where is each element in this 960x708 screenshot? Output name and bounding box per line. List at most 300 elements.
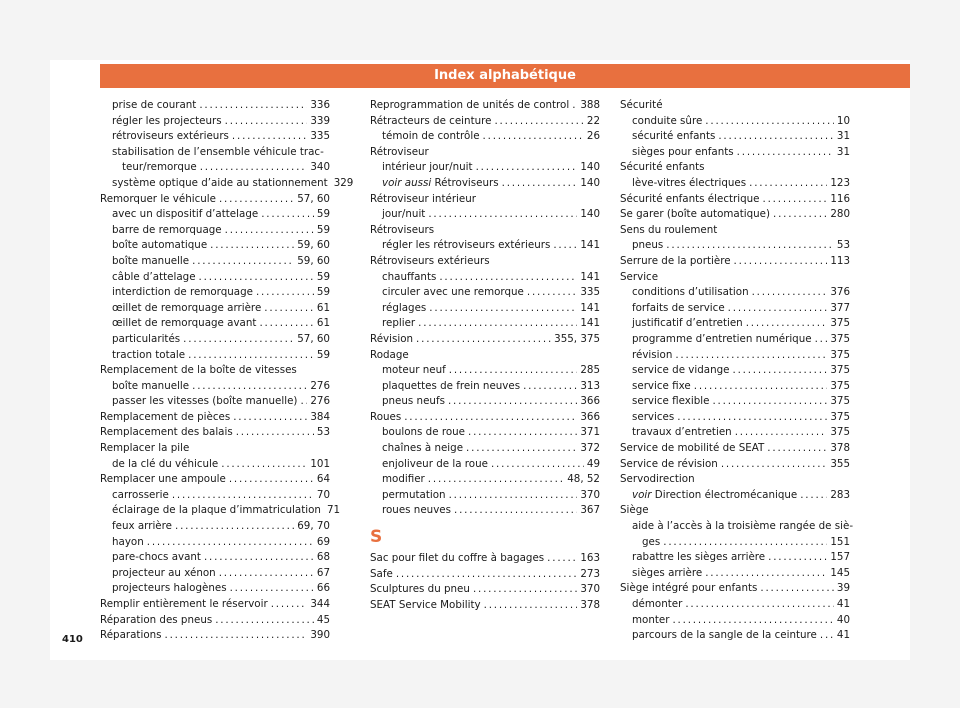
leader-dots [527, 285, 577, 301]
page-reference: 140 [580, 208, 600, 221]
index-entry [100, 566, 330, 582]
leader-dots [712, 394, 827, 410]
entry-label: boîte manuelle [112, 254, 190, 267]
index-entry [100, 98, 330, 114]
leader-dots [491, 457, 584, 473]
entry-label: Révision [370, 332, 414, 345]
index-heading [620, 160, 850, 176]
page-reference: 375 [830, 348, 850, 361]
entry-label: projecteur au xénon [112, 566, 216, 579]
entry-label: pneus neufs [382, 395, 445, 408]
leader-dots [416, 332, 551, 348]
index-entry [370, 301, 600, 317]
entry-label: permutation [382, 488, 446, 501]
entry-label: Remorquer le véhicule [100, 192, 216, 205]
entry-label: intérieur jour/nuit [382, 161, 473, 174]
leader-dots [233, 410, 307, 426]
entry-label: SEAT Service Mobility [370, 598, 481, 611]
index-entry [370, 472, 600, 488]
index-heading [620, 270, 850, 286]
page-reference: 141 [580, 270, 600, 283]
index-entry [620, 301, 850, 317]
leader-dots [147, 535, 314, 551]
page-reference: 59 [316, 270, 330, 283]
leader-dots [820, 628, 834, 644]
leader-dots [300, 394, 307, 410]
index-heading [370, 254, 600, 270]
see-reference: voir [632, 488, 652, 501]
index-entry [620, 581, 850, 597]
entry-label: Roues [370, 410, 402, 423]
entry-label: Sécurité enfants [620, 161, 705, 174]
entry-label: justificatif d’entretien [632, 317, 743, 330]
entry-label: sièges arrière [632, 566, 703, 579]
entry-label: rétroviseurs extérieurs [112, 130, 229, 143]
index-entry [620, 176, 850, 192]
index-heading [620, 472, 850, 488]
index-heading [620, 98, 850, 114]
page-reference: 355 [830, 457, 850, 470]
index-heading [370, 223, 600, 239]
page-reference: 375 [830, 426, 850, 439]
see-reference: voir aussi [382, 176, 432, 189]
entry-label: Servodirection [620, 473, 695, 486]
index-entry [100, 301, 330, 317]
entry-label: Rétroviseurs [370, 223, 435, 236]
leader-dots [721, 457, 828, 473]
entry-label: service flexible [632, 395, 710, 408]
page-reference: 68 [316, 551, 330, 564]
index-heading [620, 223, 850, 239]
leader-dots [685, 597, 834, 613]
index-entry [370, 441, 600, 457]
entry-label: boîte manuelle [112, 379, 190, 392]
index-entry [100, 535, 330, 551]
entry-label: Service de mobilité de SEAT [620, 442, 765, 455]
page-reference: 390 [310, 629, 330, 642]
leader-dots [666, 238, 834, 254]
page-reference: 377 [830, 301, 850, 314]
page-reference: 140 [580, 176, 600, 189]
page-reference: 101 [310, 457, 330, 470]
leader-dots [256, 285, 314, 301]
index-entry [100, 581, 330, 597]
index-entry [620, 332, 850, 348]
index-entry [620, 566, 850, 582]
leader-dots [484, 598, 578, 614]
index-entry [370, 551, 600, 567]
index-entry [620, 457, 850, 473]
index-heading [370, 192, 600, 208]
index-entry [100, 457, 330, 473]
page-reference: 375 [830, 379, 850, 392]
leader-dots [221, 457, 307, 473]
leader-dots [396, 567, 578, 583]
leader-dots [210, 238, 294, 254]
entry-label: moteur neuf [382, 364, 446, 377]
entry-label: Réparations [100, 629, 162, 642]
entry-label: Remplacer une ampoule [100, 473, 226, 486]
entry-label: rabattre les sièges arrière [632, 551, 766, 564]
index-entry [620, 114, 850, 130]
entry-label: Remplacement des balais [100, 426, 233, 439]
page-reference: 57, 60 [297, 332, 330, 345]
index-entry [370, 316, 600, 332]
leader-dots [204, 550, 314, 566]
index-entry [100, 550, 330, 566]
index-heading [100, 145, 330, 161]
index-entry [620, 550, 850, 566]
entry-label: plaquettes de frein neuves [382, 379, 521, 392]
entry-label: service de vidange [632, 364, 730, 377]
leader-dots [773, 207, 827, 223]
page-reference: 66 [316, 582, 330, 595]
page-reference: 157 [830, 551, 850, 564]
index-entry [100, 425, 330, 441]
index-entry [620, 192, 850, 208]
index-entry [370, 503, 600, 519]
leader-dots [449, 363, 578, 379]
entry-label: travaux d’entretien [632, 426, 732, 439]
entry-label: interdiction de remorquage [112, 286, 253, 299]
entry-label: carrosserie [112, 488, 169, 501]
entry-label: démonter [632, 598, 683, 610]
entry-label: Remplacement de pièces [100, 410, 231, 423]
leader-dots [760, 581, 834, 597]
index-entry [100, 503, 341, 519]
entry-label: feux arrière [112, 520, 172, 533]
entry-label: circuler avec une remorque [382, 286, 524, 299]
index-entry [620, 207, 850, 223]
index-entry [370, 410, 600, 426]
index-entry [370, 425, 600, 441]
entry-label: révision [632, 348, 673, 361]
page-reference: 375 [830, 410, 850, 423]
leader-dots [718, 129, 834, 145]
entry-label: particularités [112, 332, 181, 345]
entry-label: Sens du roulement [620, 223, 718, 236]
entry-label: avec un dispositif d’attelage [112, 208, 259, 221]
leader-dots [219, 566, 314, 582]
entry-label: réglages [382, 301, 427, 314]
index-entry [370, 114, 600, 130]
page-reference: 59 [316, 208, 330, 221]
page-reference: 285 [580, 364, 600, 377]
entry-label: de la clé du véhicule [112, 457, 219, 470]
page-reference: 329 [333, 176, 354, 189]
page-reference: 26 [586, 130, 600, 143]
entry-label: Rétroviseurs [434, 176, 499, 189]
page-reference: 276 [310, 379, 330, 392]
leader-dots [192, 254, 294, 270]
entry-label: conduite sûre [632, 114, 703, 127]
entry-label: traction totale [112, 348, 186, 361]
page-reference: 141 [580, 301, 600, 314]
index-entry [100, 254, 330, 270]
index-entry [370, 582, 600, 598]
entry-label: conditions d’utilisation [632, 286, 749, 299]
page-reference: 371 [580, 426, 600, 439]
leader-dots [553, 238, 577, 254]
page-reference: 313 [580, 379, 600, 392]
entry-label: Sécurité enfants électrique [620, 192, 760, 205]
index-entry [620, 238, 850, 254]
index-entry [100, 114, 330, 130]
leader-dots [705, 114, 834, 130]
index-entry [370, 379, 600, 395]
page-reference: 335 [310, 130, 330, 143]
index-entry [370, 129, 600, 145]
index-entry [100, 613, 330, 629]
page-reference: 280 [830, 208, 850, 221]
leader-dots [728, 301, 828, 317]
index-entry [100, 488, 330, 504]
page-reference: 372 [580, 442, 600, 455]
index-entry [100, 285, 330, 301]
index-entry [620, 410, 850, 426]
entry-label: œillet de remorquage arrière [112, 301, 262, 314]
index-entry [620, 488, 850, 504]
entry-label: sécurité enfants [632, 130, 716, 143]
leader-dots [428, 207, 577, 223]
leader-dots [572, 98, 577, 114]
index-entry [370, 285, 600, 301]
entry-label: boulons de roue [382, 426, 465, 439]
index-entry [620, 348, 850, 364]
index-entry [370, 207, 600, 223]
leader-dots [763, 192, 828, 208]
entry-label: Siège [620, 504, 649, 517]
index-entry [620, 316, 850, 332]
leader-dots [225, 114, 308, 130]
entry-label: Siège intégré pour enfants [620, 582, 758, 595]
leader-dots [261, 207, 314, 223]
entry-label: replier [382, 317, 416, 330]
leader-dots [199, 98, 307, 114]
page-reference: 141 [580, 317, 600, 330]
page-reference: 163 [580, 552, 600, 565]
page-reference: 378 [580, 598, 600, 611]
page-reference: 370 [580, 583, 600, 596]
entry-label: témoin de contrôle [382, 130, 480, 143]
entry-label: ges [642, 535, 661, 548]
page-reference: 71 [326, 504, 341, 517]
leader-dots [473, 582, 577, 598]
leader-dots [468, 425, 577, 441]
index-heading [620, 503, 850, 519]
page-reference: 370 [580, 488, 600, 501]
page-reference: 340 [310, 161, 330, 174]
index-heading [100, 441, 330, 457]
page-reference: 70 [316, 488, 330, 501]
entry-label: parcours de la sangle de la ceinture [632, 629, 817, 642]
leader-dots [448, 394, 577, 410]
page-reference: 336 [310, 99, 330, 111]
page-reference: 10 [836, 114, 850, 127]
entry-label: Direction électromécanique [654, 488, 798, 501]
entry-label: Rétroviseur [370, 145, 429, 158]
leader-dots [236, 425, 314, 441]
leader-dots [454, 503, 577, 519]
entry-label: programme d’entretien numérique [632, 332, 812, 345]
page-reference: 59, 60 [297, 239, 330, 252]
entry-label: Rétracteurs de ceinture [370, 114, 492, 127]
entry-label: prise de courant [112, 99, 197, 111]
index-heading [370, 348, 600, 364]
leader-dots [466, 441, 577, 457]
leader-dots [502, 176, 578, 192]
leader-dots [200, 160, 308, 176]
index-entry [370, 270, 600, 286]
entry-label: régler les rétroviseurs extérieurs [382, 239, 551, 252]
leader-dots [672, 613, 833, 629]
page-reference: 123 [830, 176, 850, 189]
index-entry [620, 285, 850, 301]
entry-label: Remplacer la pile [100, 442, 190, 455]
entry-label: monter [632, 613, 670, 626]
entry-label: passer les vitesses (boîte manuelle) [112, 395, 298, 408]
page-reference: 49 [586, 457, 600, 470]
index-entry [620, 425, 850, 441]
entry-label: teur/remorque [122, 161, 197, 174]
page-reference: 335 [580, 286, 600, 299]
index-entry [100, 472, 330, 488]
page-reference: 41 [836, 629, 850, 642]
index-entry [100, 316, 330, 332]
leader-dots [494, 114, 583, 130]
index-entry [100, 519, 330, 535]
entry-label: jour/nuit [382, 208, 426, 221]
entry-label: services [632, 410, 675, 423]
index-entry [100, 348, 330, 364]
page-reference: 40 [836, 613, 850, 626]
index-entry [370, 598, 600, 614]
entry-label: Sac pour filet du coffre à bagages [370, 552, 545, 565]
index-entry [100, 597, 330, 613]
page-reference: 113 [830, 254, 850, 267]
leader-dots [183, 332, 294, 348]
entry-label: Se garer (boîte automatique) [620, 208, 771, 221]
index-entry [620, 394, 850, 410]
entry-label: sièges pour enfants [632, 145, 734, 158]
index-heading [620, 519, 854, 535]
entry-label: pneus [632, 239, 664, 252]
leader-dots [476, 160, 578, 176]
page-reference: 45 [316, 613, 330, 626]
entry-label: Rétroviseurs extérieurs [370, 254, 490, 267]
leader-dots [523, 379, 577, 395]
page-reference: 378 [830, 442, 850, 455]
entry-label: roues neuves [382, 504, 451, 517]
leader-dots [547, 551, 577, 567]
index-entry [620, 129, 850, 145]
entry-label: Reprogrammation de unités de control [370, 99, 570, 111]
page-reference: 283 [830, 488, 850, 501]
leader-dots [172, 488, 314, 504]
index-column-1 [100, 98, 354, 644]
entry-label: Rodage [370, 348, 409, 361]
index-entry [620, 535, 850, 551]
leader-dots [705, 566, 827, 582]
page-reference: 366 [580, 410, 600, 423]
index-entry [370, 176, 600, 192]
index-entry [620, 145, 850, 161]
page-reference: 141 [580, 239, 600, 252]
index-entry [370, 238, 600, 254]
entry-label: enjoliveur de la roue [382, 457, 488, 470]
page-reference: 59, 60 [297, 254, 330, 267]
entry-label: boîte automatique [112, 239, 208, 252]
entry-label: forfaits de service [632, 301, 725, 314]
entry-label: aide à l’accès à la troisième rangée de siè- [632, 520, 854, 533]
page-reference: 59 [316, 223, 330, 236]
entry-label: Serrure de la portière [620, 254, 731, 267]
page-reference: 355, 375 [554, 332, 600, 345]
entry-label: régler les projecteurs [112, 114, 222, 127]
index-entry [620, 441, 850, 457]
page-reference: 59 [316, 286, 330, 299]
leader-dots [175, 519, 294, 535]
page-reference: 59 [316, 348, 330, 361]
index-entry [620, 379, 850, 395]
entry-label: barre de remorquage [112, 223, 222, 236]
index-entry [100, 207, 330, 223]
index-entry [100, 628, 330, 644]
page-reference: 31 [836, 130, 850, 143]
index-entry [620, 613, 850, 629]
entry-label: Remplacement de la boîte de vitesses [100, 364, 297, 377]
leader-dots [264, 301, 314, 317]
page-reference: 61 [316, 317, 330, 330]
leader-dots [259, 316, 313, 332]
index-entry [370, 394, 600, 410]
leader-dots [675, 348, 827, 364]
leader-dots [199, 270, 314, 286]
index-column-2 [370, 98, 600, 613]
index-entry [100, 379, 330, 395]
index-entry [100, 129, 330, 145]
entry-label: chaînes à neige [382, 442, 464, 455]
page-reference: 276 [310, 395, 330, 408]
page-number: 410 [62, 634, 83, 645]
index-entry [100, 192, 330, 208]
leader-dots [219, 192, 294, 208]
entry-label: Service [620, 270, 659, 283]
leader-dots [271, 597, 308, 613]
index-entry [370, 567, 600, 583]
leader-dots [734, 254, 828, 270]
page-reference: 61 [316, 301, 330, 314]
page-reference: 67 [316, 566, 330, 579]
index-entry [100, 394, 330, 410]
leader-dots [767, 441, 827, 457]
index-entry [100, 238, 330, 254]
index-column-3 [620, 98, 854, 644]
page-title: Index alphabétique [100, 64, 910, 88]
leader-dots [737, 145, 834, 161]
page-reference: 388 [580, 99, 600, 111]
index-entry [100, 223, 330, 239]
section-letter: S [370, 527, 383, 548]
entry-label: Rétroviseur intérieur [370, 192, 477, 205]
index-entry [620, 363, 850, 379]
leader-dots [768, 550, 827, 566]
leader-dots [418, 316, 577, 332]
index-entry [620, 254, 850, 270]
page-reference: 145 [830, 566, 850, 579]
entry-label: pare-chocs avant [112, 551, 201, 564]
page-reference: 39 [836, 582, 850, 595]
